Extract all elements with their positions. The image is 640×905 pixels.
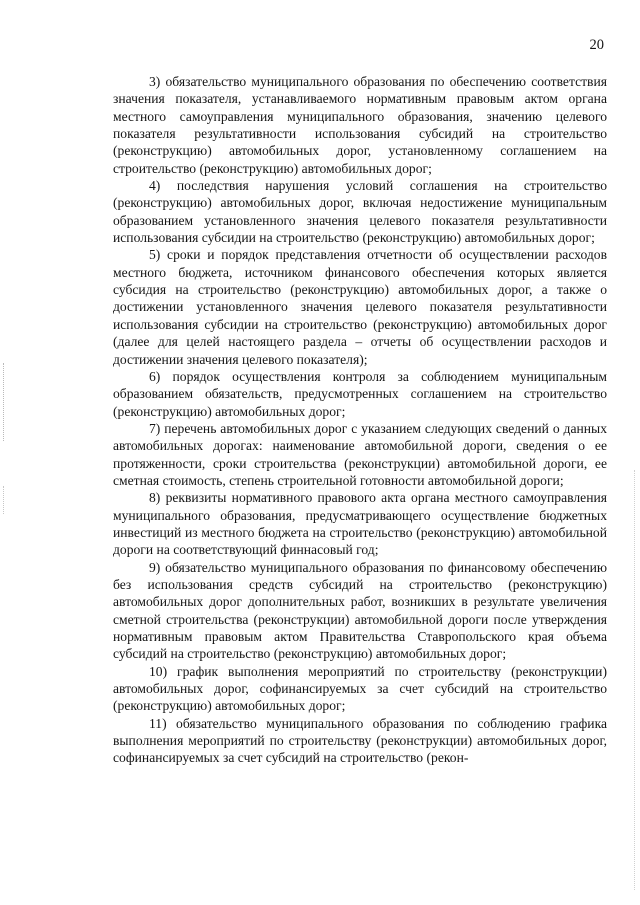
paragraph-item-5: 5) сроки и порядок представления отчетности об осуществлении расходов местного бюджета, источником финансового обеспечения которых является субсидия на строительство (реконструкцию) автомобильных дорог, а также о достижении установленного значения целевого показателя результативности использования субсидии на строительство (реконструкцию) автомобильных дорог (далее для целей настоящего раздела – отчеты об осуществлении расходов и достижении значения целевого показателя); — [113, 247, 607, 367]
paragraph-item-11: 11) обязательство муниципального образования по соблюдению графика выполнения мероприятий по строительству (реконструкции) автомобильных дорог, софинансируемых за счет субсидий на строительство (рекон- — [113, 715, 607, 766]
paragraph-item-7: 7) перечень автомобильных дорог с указанием следующих сведений о данных автомобильных дорогах: наименование автомобильной дороги, сведения о ее протяженности, сроки строительства (реконструкции) автомобильной дороги, ее сметная стоимость, степень строительной готовности автомобильной дороги; — [113, 420, 607, 488]
page-number: 20 — [589, 37, 604, 53]
paragraph-item-6: 6) порядок осуществления контроля за соблюдением муниципальным образованием обязательств, предусмотренных соглашением на строительство (реконструкцию) автомобильных дорог; — [113, 368, 607, 419]
scan-edge-line — [634, 470, 636, 890]
scan-margin-mark — [3, 486, 5, 514]
paragraph-item-3: 3) обязательство муниципального образования по обеспечению соответствия значения показателя, устанавливаемого нормативным правовым актом органа местного самоуправления муниципального образования, значению целевого показателя результативности использования субсидий на строительство (реконструкцию) автомобильных дорог, установленному соглашением на строительство (реконструкцию) автомобильных дорог; — [113, 74, 607, 176]
paragraph-item-9: 9) обязательство муниципального образования по финансовому обеспечению без использования средств субсидий на строительство (реконструкцию) автомобильных дорог дополнительных работ, возникших в результате увеличения сметной строительства (реконструкции) автомобильной дороги после утверждения нормативным правовым актом Правительства Ставропольского края объема субсидий на строительство (реконструкцию) автомобильных дорог; — [113, 559, 607, 662]
paragraph-item-8: 8) реквизиты нормативного правового акта органа местного самоуправления муниципального образования, предусматривающего осуществление бюджетных инвестиций из местного бюджета на строительство (реконструкцию) автомобильной дороги на соответствующий финнасовый год; — [113, 490, 607, 558]
document-body — [113, 73, 607, 767]
scan-margin-mark — [3, 363, 5, 441]
paragraph-item-4: 4) последствия нарушения условий соглашения на строительство (реконструкцию) автомобильных дорог, включая недостижение муниципальным образованием установленного значения целевого показателя результативности использования субсидии на строительство (реконструкцию) автомобильных дорог; — [113, 178, 607, 246]
paragraph-item-10: 10) график выполнения мероприятий по строительству (реконструкции) автомобильных дорог, софинансируемых за счет субсидий на строительство (реконструкцию) автомобильных дорог; — [113, 663, 607, 714]
